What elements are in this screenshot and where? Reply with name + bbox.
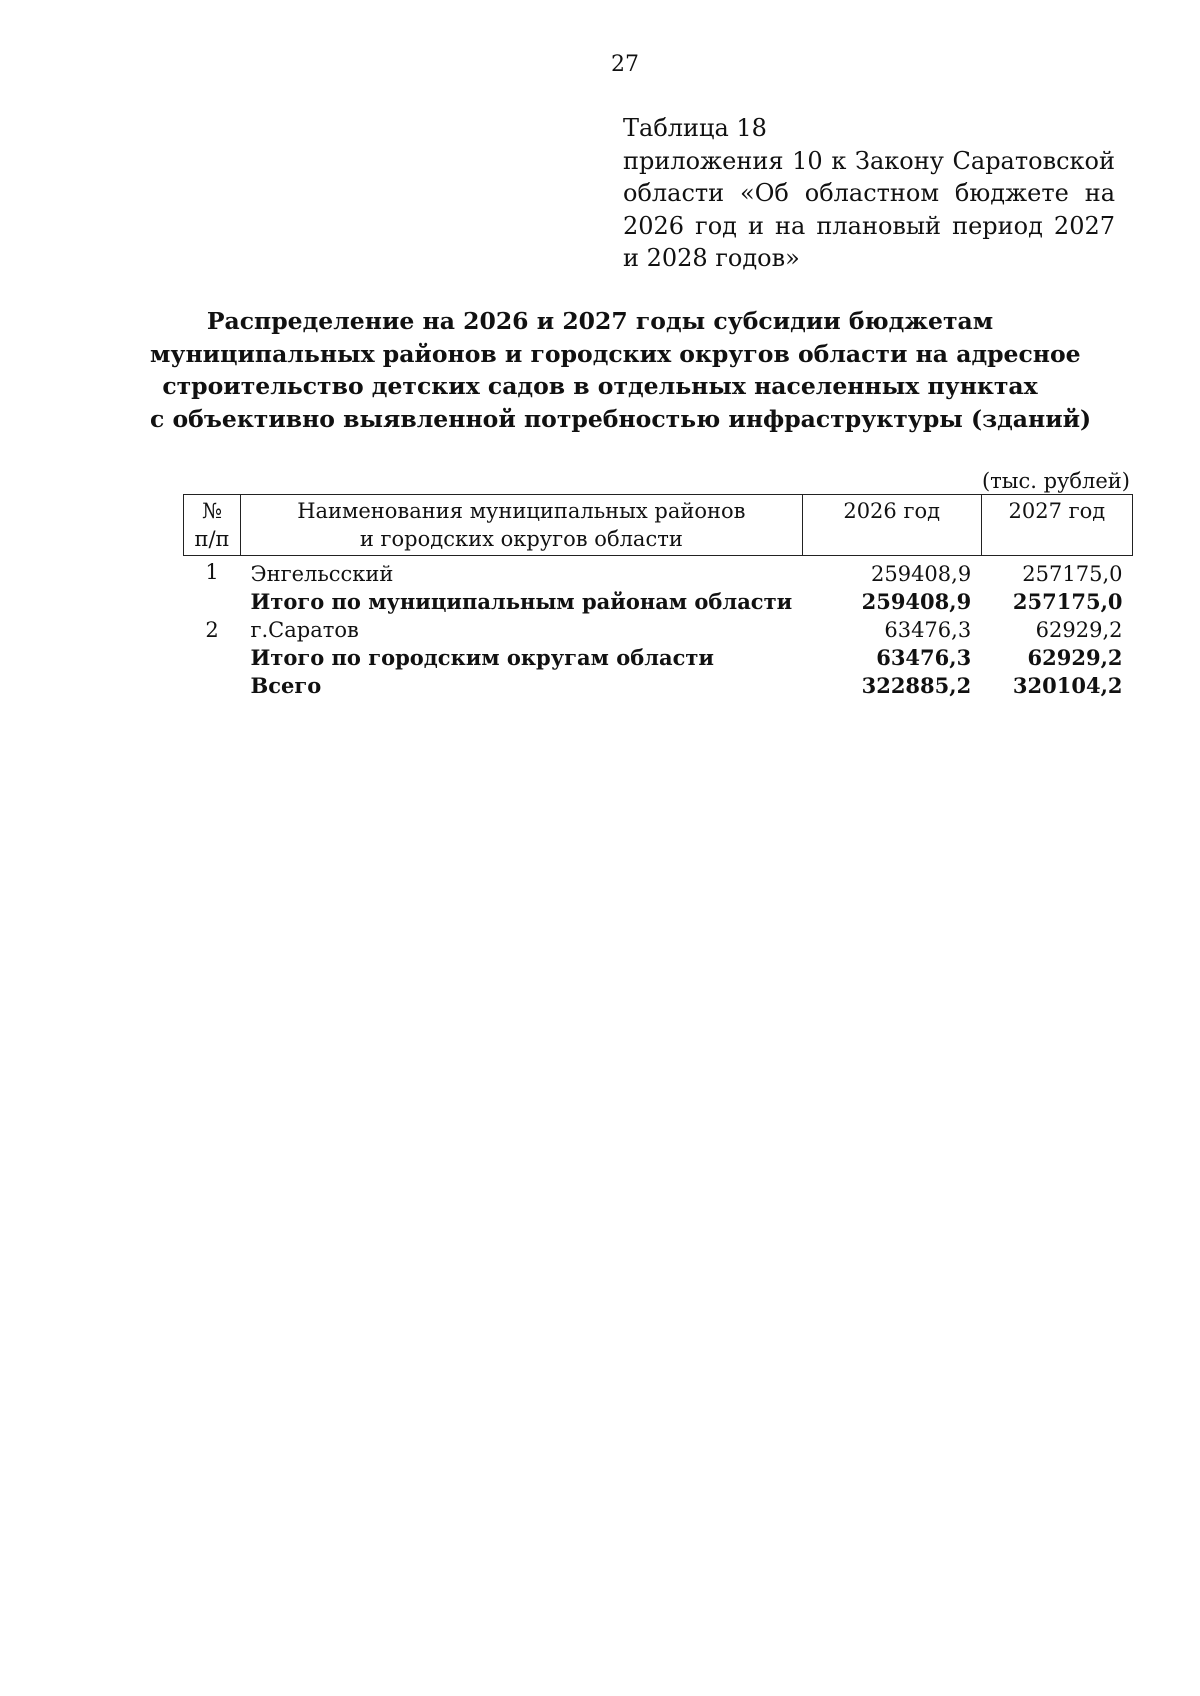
- table-row: [184, 616, 1133, 644]
- row-num: [184, 644, 241, 672]
- row-value-2026: 322885,2: [861, 673, 972, 698]
- row-name: Энгельсский: [250, 562, 394, 586]
- title-line: строительство детских садов в отдельных населенных пунктах: [162, 372, 1038, 400]
- row-value-2027: 62929,2: [1035, 618, 1123, 642]
- table-label: Таблица 18: [623, 114, 767, 142]
- row-num: [184, 588, 241, 616]
- row-num: [184, 672, 241, 700]
- row-value-2027: 320104,2: [1012, 673, 1123, 698]
- header-name-line1: Наименования муниципальных районов: [297, 499, 746, 523]
- row-value-2026: 259408,9: [870, 562, 972, 586]
- subsidy-table: [183, 494, 1133, 700]
- row-name: Итого по городским округам области: [250, 645, 715, 670]
- document-title: [150, 305, 1092, 435]
- row-num: 1: [205, 560, 219, 584]
- row-name: Всего: [250, 673, 322, 698]
- header-name: [241, 495, 803, 556]
- page-number-text: 27: [611, 52, 639, 77]
- header-num-line2: п/п: [194, 527, 230, 551]
- title-line: Распределение на 2026 и 2027 годы субсидии бюджетам: [206, 307, 994, 335]
- row-value-2026: 259408,9: [861, 589, 972, 614]
- header-num-line1: №: [202, 499, 222, 523]
- row-value-2026: 63476,3: [876, 645, 972, 670]
- page-number: [0, 52, 1200, 77]
- row-num: 2: [205, 618, 219, 642]
- header-year-2027: 2027 год: [981, 495, 1132, 556]
- table-row-subtotal: [184, 644, 1133, 672]
- row-name: Итого по муниципальным районам области: [250, 589, 793, 614]
- title-line: муниципальных районов и городских округов области на адресное: [150, 339, 1081, 368]
- appendix-text: приложения 10 к Закону Саратовской области «Об областном бюджете на 2026 год и на плановый период 2027 и 2028 годов»: [623, 146, 1115, 272]
- header-year-2026: 2026 год: [802, 495, 981, 556]
- table-row-subtotal: [184, 588, 1133, 616]
- header-num: [184, 495, 241, 556]
- appendix-reference: [623, 112, 1115, 275]
- row-value-2027: 62929,2: [1027, 645, 1123, 670]
- row-value-2027: 257175,0: [1022, 562, 1123, 586]
- row-name: г.Саратов: [250, 618, 359, 642]
- row-value-2027: 257175,0: [1012, 589, 1123, 614]
- title-line: с объективно выявленной потребностью инфраструктуры (зданий): [150, 404, 1092, 433]
- table-row: [184, 556, 1133, 589]
- row-value-2026: 63476,3: [884, 618, 972, 642]
- units-label: (тыс. рублей): [981, 469, 1130, 493]
- header-name-line2: и городских округов области: [359, 527, 683, 551]
- table-header-row: [184, 495, 1133, 556]
- table-row-total: [184, 672, 1133, 700]
